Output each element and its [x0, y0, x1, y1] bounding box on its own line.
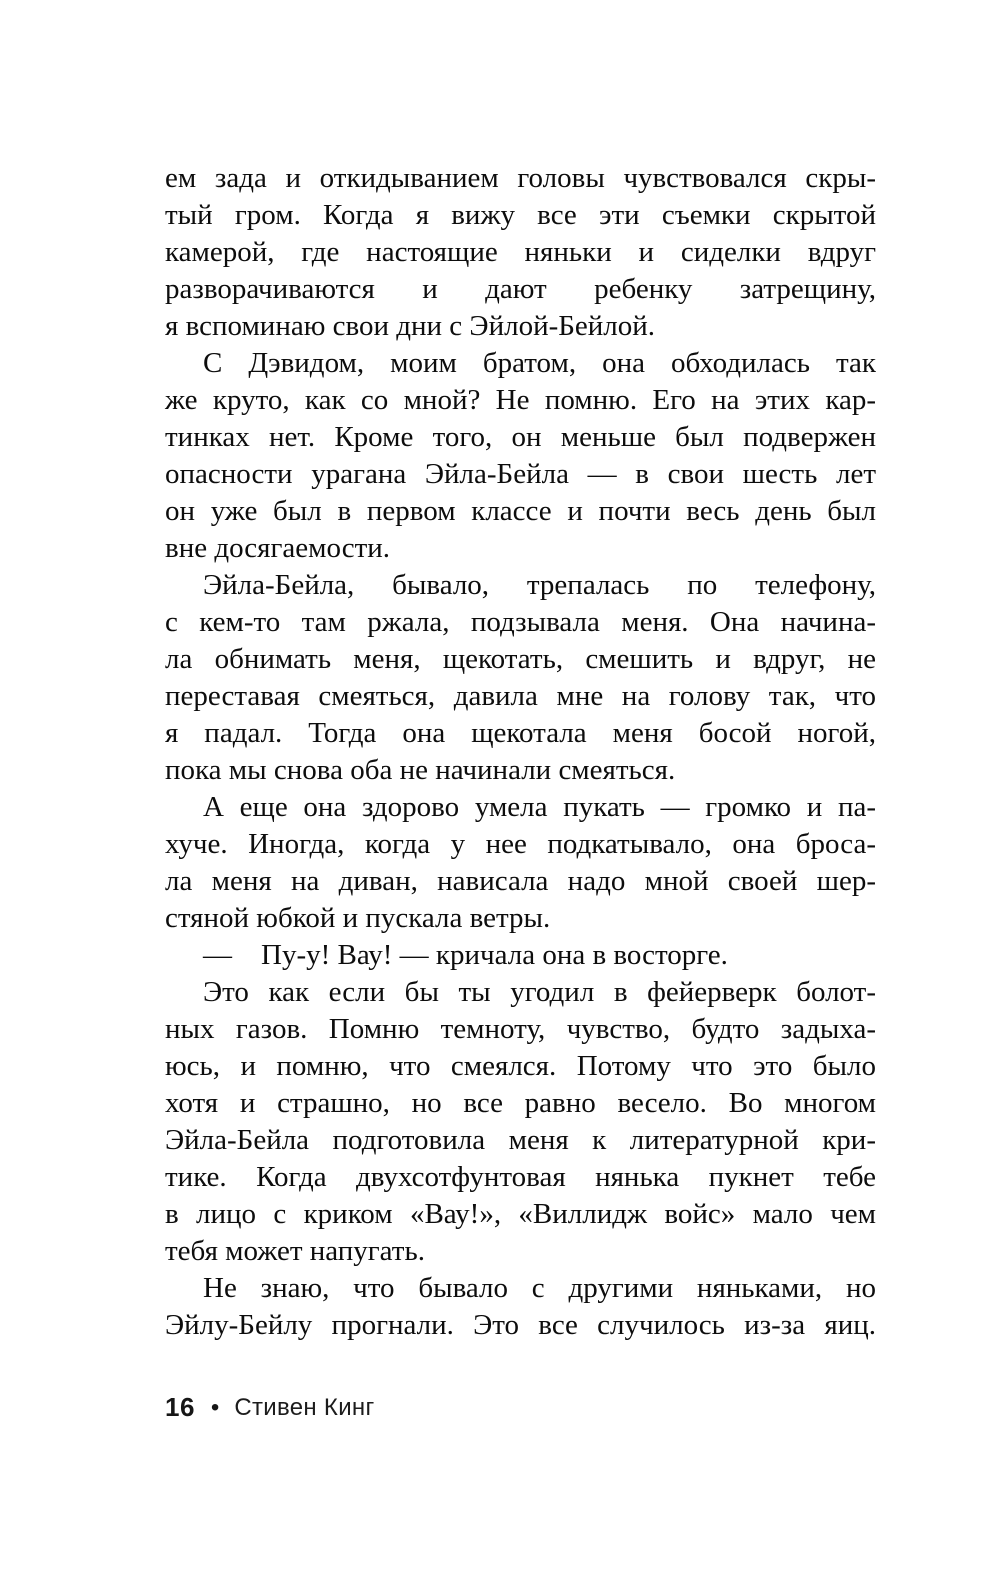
bullet-separator-icon: • — [210, 1393, 220, 1421]
running-title: Стивен Кинг — [234, 1393, 375, 1421]
paragraph — [165, 160, 876, 345]
text-line: я падал. Тогда она щекотала меня босой ногой, — [165, 717, 876, 749]
text-line: тике. Когда двухсотфунтовая нянька пукнет тебе — [165, 1161, 876, 1193]
text-line: переставая смеяться, давила мне на голову так, что — [165, 680, 876, 712]
text-line: хотя и страшно, но все равно весело. Во многом — [165, 1087, 876, 1119]
text-line: я вспоминаю свои дни с Эйлой-Бейлой. — [165, 310, 656, 342]
text-line: тинках нет. Кроме того, он меньше был подвержен — [165, 421, 876, 453]
text-line: ных газов. Помню темноту, чувство, будто задыха- — [165, 1013, 876, 1045]
text-line: ла меня на диван, нависала надо мной своей шер- — [165, 865, 876, 897]
text-line: — Пу-у! Вау! — кричала она в восторге. — [203, 939, 728, 971]
text-line: он уже был в первом классе и почти весь день был — [165, 495, 876, 527]
text-line: А еще она здорово умела пукать — громко и па- — [203, 791, 876, 823]
text-line: в лицо с криком «Вау!», «Виллидж войс» мало чем — [165, 1198, 876, 1230]
text-line: Это как если бы ты угодил в фейерверк болот- — [203, 976, 876, 1008]
text-line: стяной юбкой и пускала ветры. — [165, 902, 551, 934]
paragraph — [165, 789, 876, 937]
text-line: хуче. Иногда, когда у нее подкатывало, она броса- — [165, 828, 876, 860]
text-line: камерой, где настоящие няньки и сиделки вдруг — [165, 236, 876, 268]
paragraph — [165, 567, 876, 789]
text-line: с кем-то там ржала, подзывала меня. Она начина- — [165, 606, 876, 638]
text-line: Эйла-Бейла, бывало, трепалась по телефону, — [203, 569, 876, 601]
page-number: 16 — [165, 1392, 195, 1422]
paragraph — [165, 974, 876, 1270]
text-line: Эйла-Бейла подготовила меня к литературной кри- — [165, 1124, 876, 1156]
text-line: ла обнимать меня, щекотать, смешить и вдруг, не — [165, 643, 876, 675]
text-line: тый гром. Когда я вижу все эти съемки скрытой — [165, 199, 876, 231]
text-line: же круто, как со мной? Не помню. Его на этих кар- — [165, 384, 876, 416]
text-line: Эйлу-Бейлу прогнали. Это все случилось из-за яиц. — [165, 1309, 876, 1341]
paragraph — [165, 1270, 876, 1344]
page-footer — [165, 1392, 375, 1423]
text-line: вне досягаемости. — [165, 532, 391, 564]
text-line: ем зада и откидыванием головы чувствовался скры- — [165, 162, 876, 194]
page-text — [165, 160, 876, 1344]
paragraph — [165, 345, 876, 567]
text-line: юсь, и помню, что смеялся. Потому что это было — [165, 1050, 876, 1082]
text-line: тебя может напугать. — [165, 1235, 425, 1267]
text-line: разворачиваются и дают ребенку затрещину, — [165, 273, 876, 305]
text-line: опасности урагана Эйла-Бейла — в свои шесть лет — [165, 458, 876, 490]
text-line: С Дэвидом, моим братом, она обходилась так — [203, 347, 876, 379]
paragraph — [165, 937, 876, 974]
text-line: Не знаю, что бывало с другими няньками, но — [203, 1272, 876, 1304]
text-line: пока мы снова оба не начинали смеяться. — [165, 754, 676, 786]
